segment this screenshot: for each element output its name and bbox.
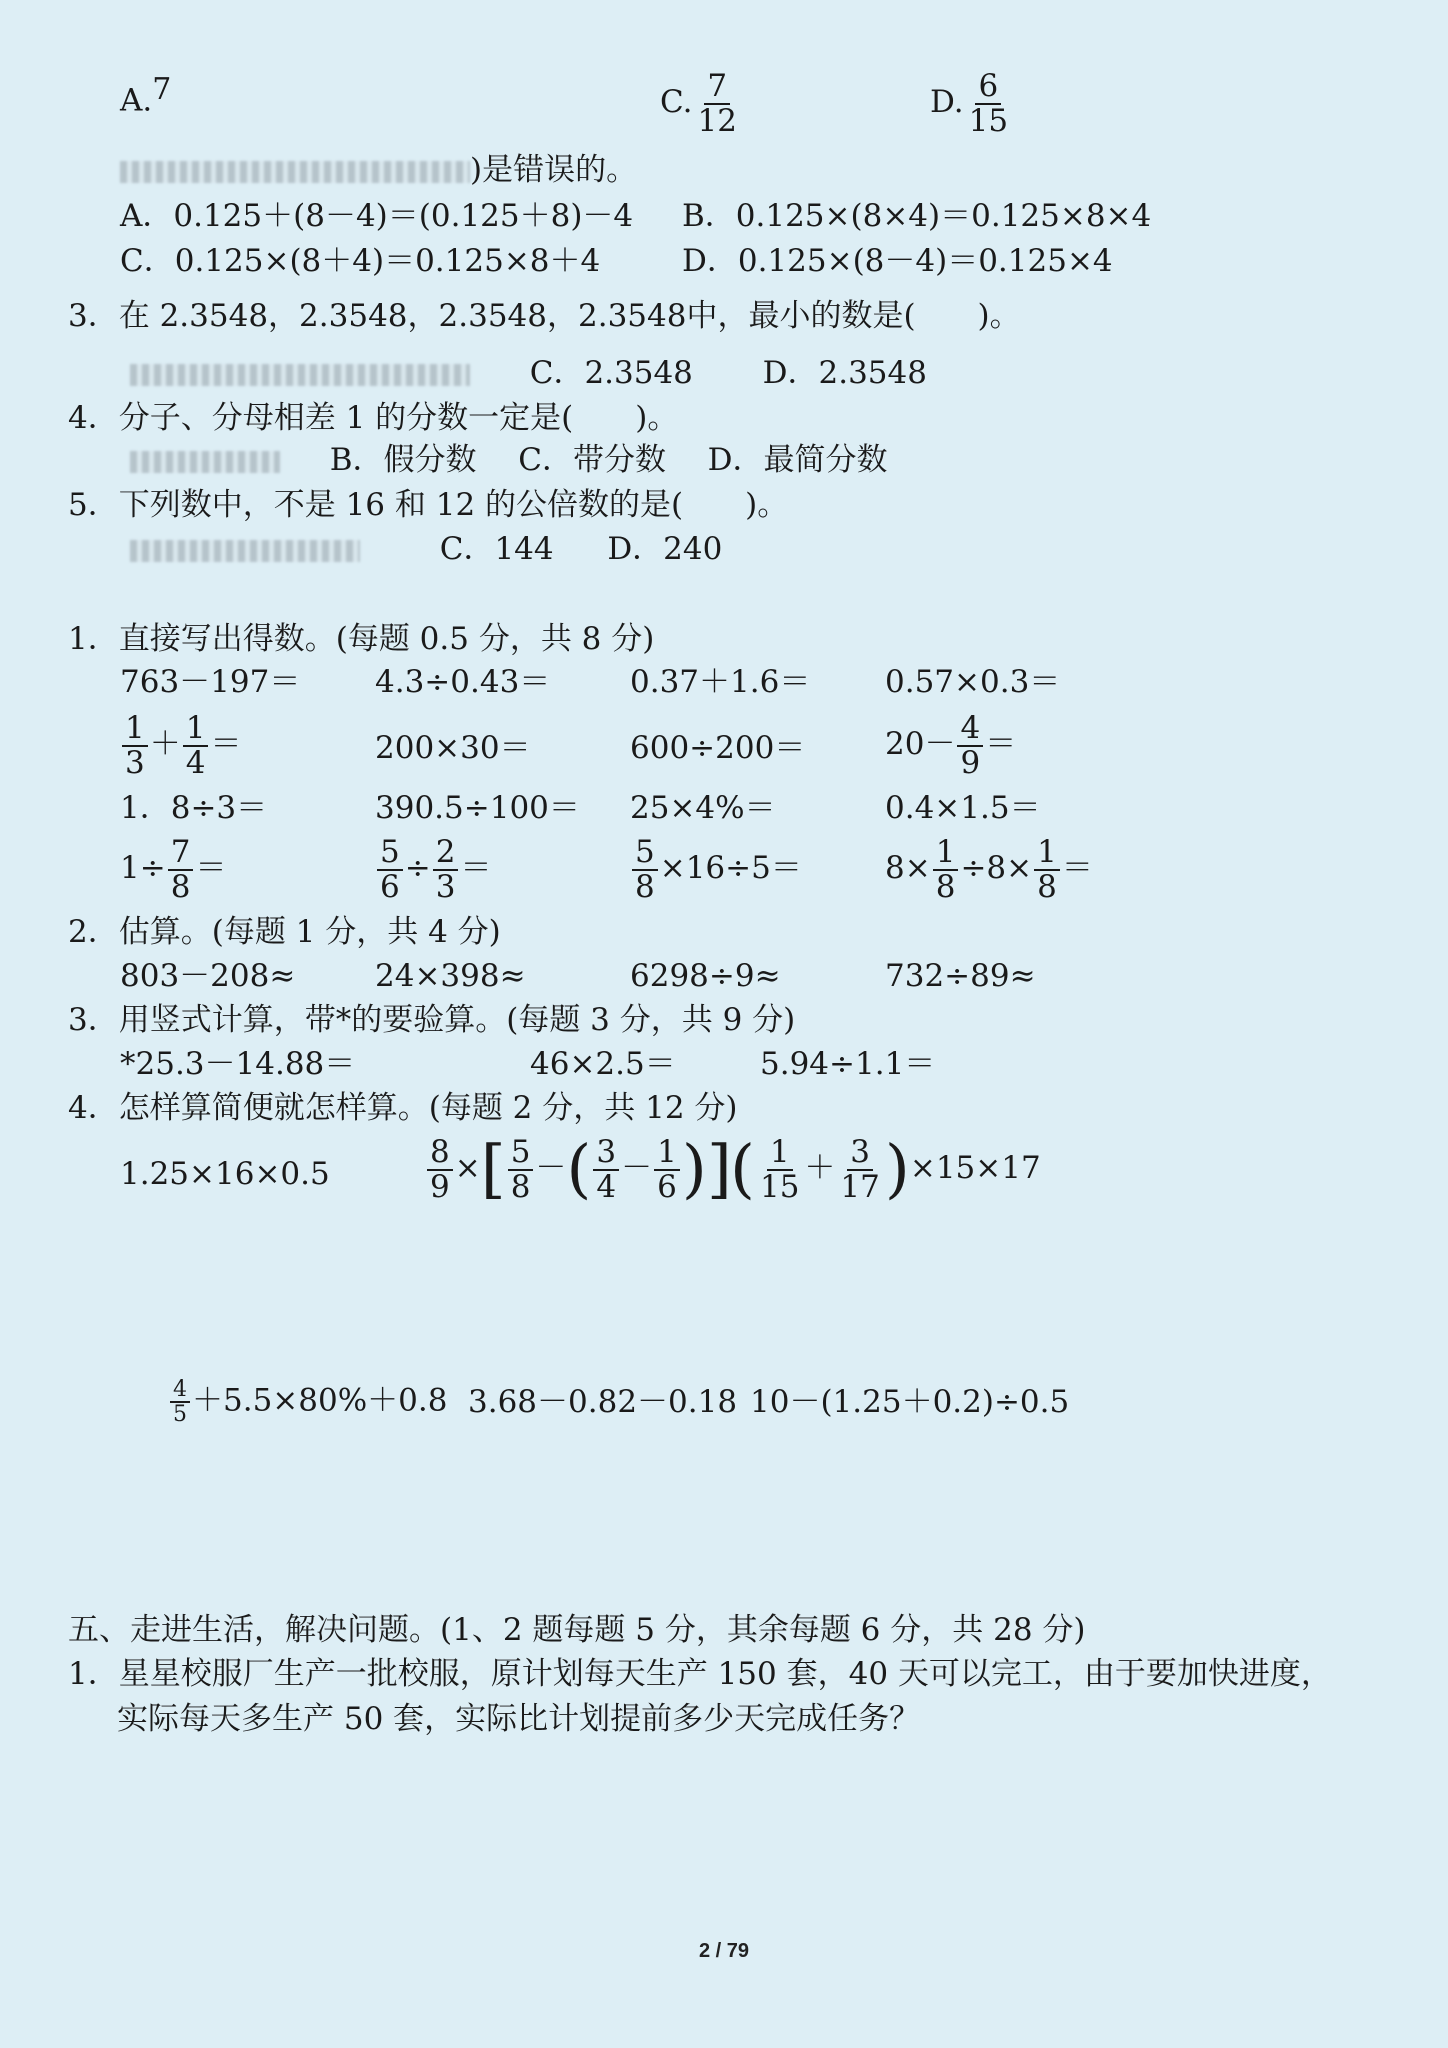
page-number: 2 / 79 [698,1940,750,1962]
smudge [130,540,360,562]
q3-option-c: C．2.3548 [529,355,693,391]
q4-options [130,442,888,479]
q2-option-a: A．0.125＋(8－4)＝(0.125＋8)－4 [120,198,634,234]
fraction: $\frac{2}{3}$ [433,836,459,903]
fraction: $\frac{3}{4}$ [593,1136,619,1203]
q3-option-d: D．2.3548 [762,355,927,391]
q5-option-d: D．240 [607,531,723,567]
smudge [120,161,470,183]
exam-page: A.$^7$ C. $\frac{7}{12}$ D. $\frac{6}{15}$ )是错误的。 A．0.125＋(8－4)＝(0.125＋8)－4 B．0.125×(8×4)＝0.125×8×4 C．0.125×(8＋4)＝0.125×8＋4 D．0.125×(8－4)＝0.125×4 3．在 2.3548，2.3548，2.3548，2.3548中，最小的数是( )。 C．2.3548 D．2.3548 4．分子、分母相差 1 的分数一定是( )。 B．假分数 C．带分数 D．最简分数 5．下列数中，不是 16 和 12 的公倍数的是( )。 C．144 D．240 1．直接写出得数。(每题 0.5 分，共 8 分) 763－197＝ 4.3÷0.43＝ 0.37＋1.6＝ 0.57×0.3＝ $\frac{1}{3}$ ＋ $\frac{1}{4}$ ＝ 200×30＝ 600÷200＝ 20－ $\frac{4}{9}$ ＝ 1．8÷3＝ 390.5÷100＝ 25×4%＝ 0.4×1.5＝ 1÷ $\frac{7}{8}$ ＝ $\frac{5}{6}$ ÷ $\frac{2}{3}$ ＝ $\frac{5}{8}$ ×16÷5＝ 8× $\frac{1}{8}$ ÷8× $\frac{1}{8}$ ＝ 2．估算。(每题 1 分，共 4 分) 803－208≈ 24×398≈ 6298÷9≈ 732÷89≈ 3．用竖式计算，带*的要验算。(每题 3 分，共 9 分) *25.3－14.88＝ 46×2.5＝ 5.94÷1.1＝ 4．怎样算简便就怎样算。(每题 2 分，共 12 分) 1.25×16×0.5 $\frac{8}{9}$ ×[ $\frac{5}{8}$ －( $\frac{3}{4}$ － $\frac{1}{6}$ )] ( $\frac{1}{15}$ ＋ $\frac{3}{17}$ )×15×17 $\frac{4}{5}$ ＋5.5×80%＋0.8 3.68－0.82－0.18 10－(1.25＋0.2)÷0.5 五、走进生活，解决问题。(1、2 题每题 5 分，其余每题 6 分，共 28 分) 1．星星校服厂生产一批校服，原计划每天生产 150 套，40 天可以完工，由于要加快进度， 实际每天多生产 50 套，实际比计划提前多少天完成任务？ 2 / 79 [0,0,1448,2048]
calc4-expr-6: 10－(1.25＋0.2)÷0.5 [750,1384,1070,1420]
calc4-expr-2: $\frac{8}{9}$ ×[ $\frac{5}{8}$ －( $\frac{3}{4}$ － $\frac{1}{6}$ )] [425,1136,732,1203]
fraction: $\frac{3}{17}$ [840,1134,880,1205]
q2-option-b: B．0.125×(8×4)＝0.125×8×4 [682,198,1152,234]
fraction: $\frac{4}{5}$ [170,1378,190,1426]
q1-option-c: C. $\frac{7}{12}$ [660,70,742,137]
fraction: $\frac{7}{12}$ [697,68,737,139]
fraction: $\frac{4}{9}$ [957,712,983,779]
q3-stem: 3．在 2.3548，2.3548，2.3548，2.3548中，最小的数是( )。 [68,298,1021,334]
fraction: $\frac{6}{15}$ [968,68,1009,139]
fraction: $\frac{1}{15}$ [759,1134,800,1205]
calc1-title: 1．直接写出得数。(每题 0.5 分，共 8 分) [68,621,655,657]
calc4-expr-3: ( $\frac{1}{15}$ ＋ $\frac{3}{17}$ )×15×17 [730,1132,1041,1207]
q3-options [130,355,927,392]
smudge [130,364,470,386]
fraction: $\frac{1}{8}$ [1034,836,1060,903]
calc3-title: 3．用竖式计算，带*的要验算。(每题 3 分，共 9 分) [68,1002,796,1038]
fraction: $\frac{1}{8}$ [933,836,959,903]
q5-stem: 5．下列数中，不是 16 和 12 的公倍数的是( )。 [68,487,789,523]
q1-option-d: D. $\frac{6}{15}$ [930,70,1013,137]
sec5-problem-1-line-1: 1．星星校服厂生产一批校服，原计划每天生产 150 套，40 天可以完工，由于要加快进度， [68,1656,1332,1692]
q4-option-c: C．带分数 [518,442,666,478]
fraction: $\frac{1}{6}$ [654,1136,680,1203]
calc4-expr-4: $\frac{4}{5}$ ＋5.5×80%＋0.8 [168,1378,447,1426]
q2-option-d: D．0.125×(8－4)＝0.125×4 [682,243,1113,279]
calc2-title: 2．估算。(每题 1 分，共 4 分) [68,914,501,950]
fraction: $\frac{7}{8}$ [168,836,194,903]
fraction: $\frac{5}{8}$ [632,836,658,903]
calc4-title: 4．怎样算简便就怎样算。(每题 2 分，共 12 分) [68,1090,738,1126]
fraction: $\frac{8}{9}$ [427,1136,453,1203]
q4-option-d: D．最简分数 [707,442,888,478]
q2-stem: )是错误的。 [120,152,637,189]
q5-options [130,531,722,568]
calc4-expr-5: 3.68－0.82－0.18 [468,1384,738,1420]
q4-option-b: B．假分数 [329,442,477,478]
smudge [130,451,280,473]
q4-stem: 4．分子、分母相差 1 的分数一定是( )。 [68,400,679,436]
q1-option-a: A.$^7$ [120,72,172,119]
sec5-problem-1-line-2: 实际每天多生产 50 套，实际比计划提前多少天完成任务？ [117,1701,921,1737]
fraction: $\frac{5}{6}$ [377,836,403,903]
q2-option-c: C．0.125×(8＋4)＝0.125×8＋4 [120,243,601,279]
fraction: $\frac{5}{8}$ [508,1136,534,1203]
fraction: $\frac{1}{4}$ [183,712,209,779]
sec5-title: 五、走进生活，解决问题。(1、2 题每题 5 分，其余每题 6 分，共 28 分) [68,1612,1086,1648]
calc4-expr-1: 1.25×16×0.5 [120,1156,330,1192]
q5-option-c: C．144 [439,531,554,567]
fraction: $\frac{1}{3}$ [122,712,148,779]
